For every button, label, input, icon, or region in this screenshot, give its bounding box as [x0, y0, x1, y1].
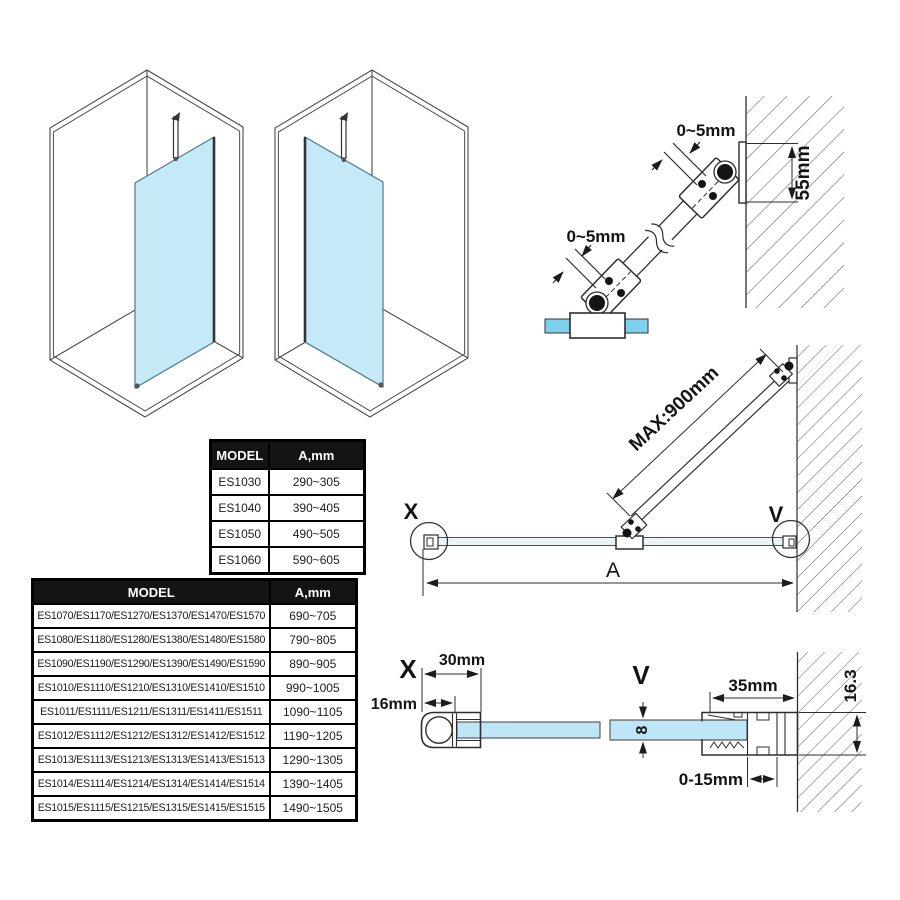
glass-thickness-label: 8: [634, 725, 651, 735]
a-mm-cell: 1490~1505: [270, 796, 357, 821]
glass-end-cap-left: [424, 535, 438, 549]
glass-clamp: [545, 313, 648, 338]
detail-v-section: [610, 652, 866, 812]
glass-panel: [305, 137, 383, 387]
table-row: [33, 604, 357, 628]
gap-bottom-label: 0~5mm: [566, 227, 626, 246]
glass-end-cap-right: [783, 536, 796, 548]
model-cell: ES1015/ES1115/ES1215/ES1315/ES1415/ES1515: [33, 796, 270, 821]
table-row: [33, 796, 357, 821]
detail-x-title: X: [399, 654, 417, 684]
span-label: A: [605, 559, 621, 582]
table-row: [33, 628, 357, 652]
gap-top-label: 0~5mm: [676, 121, 736, 140]
a-mm-cell: 490~505: [269, 521, 365, 547]
pivot: [589, 295, 605, 311]
detail-x-section: [371, 652, 600, 748]
profile-depth-label: 16mm: [370, 696, 417, 713]
ceiling-support-bar: [171, 112, 180, 161]
max-bar-label: MAX:900mm: [625, 362, 724, 456]
glass-section: [610, 720, 747, 740]
table-row: [33, 724, 357, 748]
a-mm-cell: 390~405: [269, 495, 365, 521]
model-cell: ES1060: [211, 547, 269, 574]
adjust-label: 0-15mm: [678, 770, 743, 789]
model-cell: ES1013/ES1113/ES1213/ES1313/ES1413/ES1513: [33, 748, 270, 772]
spring-zigzag: [710, 742, 744, 748]
glass-foot: [378, 382, 383, 387]
table-row: [33, 676, 357, 700]
model-cell: ES1012/ES1112/ES1212/ES1312/ES1412/ES1512: [33, 724, 270, 748]
plate-height-label: 55mm: [793, 145, 814, 201]
model-cell: ES1040: [211, 495, 269, 521]
detail-left-label: X: [403, 499, 419, 524]
a-mm-cell: 690~705: [270, 604, 357, 628]
a-mm-cell: 1390~1405: [270, 772, 357, 796]
glass-foot: [134, 383, 139, 388]
model-cell: ES1080/ES1180/ES1280/ES1380/ES1480/ES1580: [33, 628, 270, 652]
profile-width-label: 30mm: [438, 652, 486, 669]
model-cell: ES1070/ES1170/ES1270/ES1370/ES1470/ES1570: [33, 604, 270, 628]
table-header-row: [33, 580, 357, 605]
iso-room-right: [275, 70, 468, 417]
upper-clamp: [679, 157, 740, 218]
glass-section: [457, 722, 600, 738]
profile-height-label: 16.3: [841, 669, 860, 703]
model-cell: ES1090/ES1190/ES1290/ES1390/ES1490/ES1590: [33, 652, 270, 676]
dimension-16mm: [425, 696, 455, 712]
a-mm-cell: 1090~1105: [270, 700, 357, 724]
plan-view: [404, 345, 862, 612]
column-header-model: MODEL: [211, 441, 269, 470]
wall-hatch: [797, 345, 862, 612]
lower-clamp: [581, 258, 642, 319]
table-row: [211, 547, 365, 574]
a-mm-cell: 590~605: [269, 547, 365, 574]
detail-right-label: V: [768, 502, 784, 527]
a-mm-cell: 1190~1205: [270, 724, 357, 748]
model-table-large: [31, 578, 358, 822]
glass-plan: [433, 538, 789, 546]
model-cell: ES1014/ES1114/ES1214/ES1314/ES1414/ES1514: [33, 772, 270, 796]
detail-v-title: V: [632, 660, 650, 690]
support-bar-plan: [631, 372, 790, 524]
table-row: [33, 748, 357, 772]
table-row: [211, 495, 365, 521]
table-row: [33, 772, 357, 796]
a-mm-cell: 290~305: [269, 469, 365, 495]
model-cell: ES1010/ES1110/ES1210/ES1310/ES1410/ES1510: [33, 676, 270, 700]
table-row: [211, 521, 365, 547]
table-row: [33, 700, 357, 724]
dimension-35mm: [710, 692, 794, 713]
a-mm-cell: 1290~1305: [270, 748, 357, 772]
column-header-a-mm: A,mm: [269, 441, 365, 470]
column-header-model: MODEL: [33, 580, 270, 605]
table-header-row: [211, 441, 365, 470]
dimension-0-15mm: [748, 757, 778, 787]
a-mm-cell: 790~805: [270, 628, 357, 652]
model-cell: ES1011/ES1111/ES1211/ES1311/ES1411/ES1511: [33, 700, 270, 724]
pivot: [717, 164, 733, 180]
iso-room-left: [50, 70, 243, 417]
dimension-30mm: [422, 668, 481, 712]
model-table-small: [209, 439, 366, 575]
table-row: [211, 469, 365, 495]
a-mm-cell: 990~1005: [270, 676, 357, 700]
profile-width-label: 35mm: [728, 676, 778, 695]
model-cell: ES1050: [211, 521, 269, 547]
support-arm-detail: [545, 96, 844, 338]
a-mm-cell: 890~905: [270, 652, 357, 676]
model-cell: ES1030: [211, 469, 269, 495]
ceiling-support-bar: [339, 112, 348, 162]
column-header-a-mm: A,mm: [270, 580, 357, 605]
wall-plate: [739, 142, 746, 203]
table-row: [33, 652, 357, 676]
